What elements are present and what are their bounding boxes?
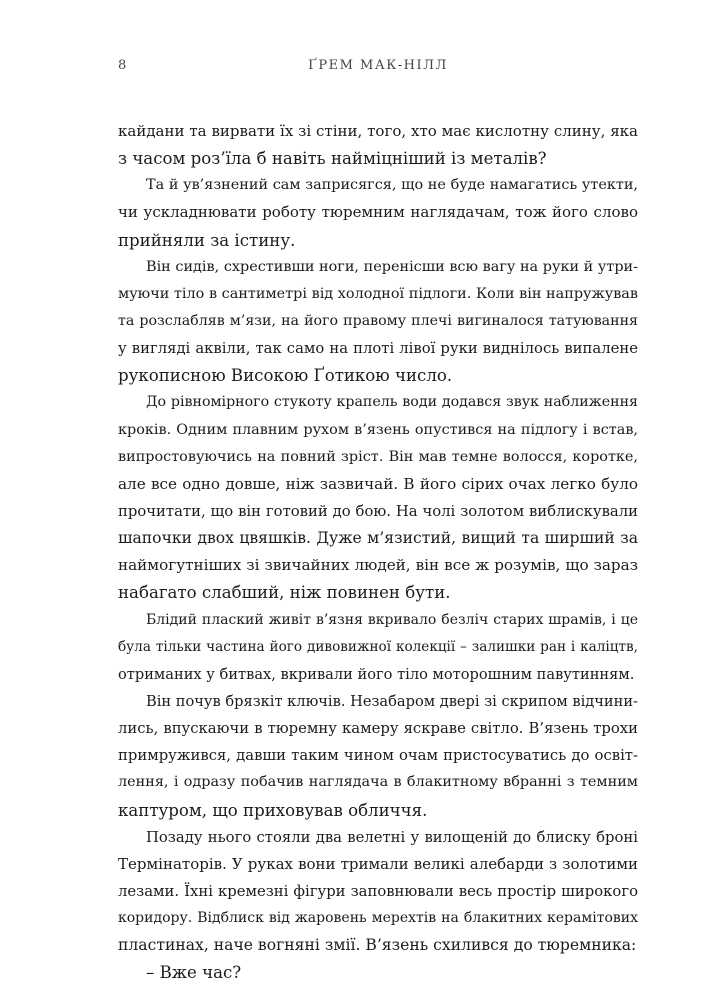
text-line: муючи тіло в сантиметрі від холодної підлоги. Коли він напружував: [118, 285, 638, 302]
text-line: лення, і одразу побачив наглядача в блакитному вбранні з темним: [118, 774, 638, 791]
text-line: рукописною Високою Ґотикою число.: [118, 366, 453, 386]
text-line: лезами. Їхні кремезні фігури заповнювали весь простір широкого: [118, 882, 638, 900]
text-line: шапочки двох цвяшків. Дуже м’язистий, вищий та ширший за: [118, 529, 638, 548]
text-line: Блідий плаский живіт в’язня вкривало безліч старих шрамів, і це: [146, 611, 638, 628]
text-line: набагато слабший, ніж повинен бути.: [118, 583, 451, 603]
text-line: та розслабляв м’язи, на його правому плечі вигиналося татуювання: [118, 312, 638, 329]
text-line: з часом роз’їла б навіть найміцніший із металів?: [118, 149, 547, 169]
text-line: у вигляді аквіли, так само на плоті лівої руки виднілось випалене: [118, 340, 638, 358]
text-line: випростовуючись на повний зріст. Він мав темне волосся, коротке,: [118, 448, 638, 465]
text-line: – Вже час?: [146, 963, 242, 983]
text-line: До рівномірного стукоту крапель води додався звук наближення: [146, 394, 638, 411]
text-line: наймогутніших зі звичайних людей, він все ж розумів, що зараз: [118, 556, 638, 575]
text-line: кайдани та вирвати їх зі стіни, того, хто має кислотну слину, яка: [118, 122, 638, 140]
text-line: примружився, давши таким чином очам пристосуватись до освіт-: [118, 747, 638, 765]
text-line: отриманих у битвах, вкривали його тіло моторошним павутинням.: [118, 665, 635, 683]
text-line: Він сидів, схрестивши ноги, перенісши всю вагу на руки й утри-: [146, 258, 638, 275]
text-line: пластинах, наче вогняні змії. В’язень схилився до тюремника:: [118, 936, 637, 955]
text-line: кроків. Одним плавним рухом в’язень опустився на підлогу і встав,: [118, 421, 638, 438]
text-line: прочитати, що він готовий до бою. На чолі золотом виблискували: [118, 502, 638, 520]
page-header: [118, 58, 638, 78]
text-line: Та й ув’язнений сам заприсягся, що не буде намагатись утекти,: [146, 177, 638, 194]
text-line: але все одно довше, ніж зазвичай. В його сірих очах легко було: [118, 474, 638, 493]
text-line: Термінаторів. У руках вони тримали великі алебарди з золотими: [118, 854, 638, 873]
page-number: 8: [118, 58, 127, 73]
running-title: ҐРЕМ МАК-НІЛЛ: [308, 58, 448, 73]
text-line: Він почув брязкіт ключів. Незабаром двері зі скрипом відчини-: [146, 692, 638, 710]
text-line: Позаду нього стояли два велетні у вилощеній до блиску броні: [146, 828, 638, 846]
text-line: коридору. Відблиск від жаровень мерехтів на блакитних керамітових: [118, 910, 638, 927]
text-line: чи ускладнювати роботу тюремним наглядачам, тож його слово: [118, 203, 638, 222]
body-text: [118, 118, 638, 987]
text-line: лись, впускаючи в тюремну камеру яскраве світло. В’язень трохи: [118, 720, 638, 738]
text-line: була тільки частина його дивовижної колекції – залишки ран і каліцтв,: [118, 638, 638, 655]
text-line: каптуром, що приховував обличчя.: [118, 800, 428, 820]
text-line: прийняли за істину.: [118, 230, 296, 250]
